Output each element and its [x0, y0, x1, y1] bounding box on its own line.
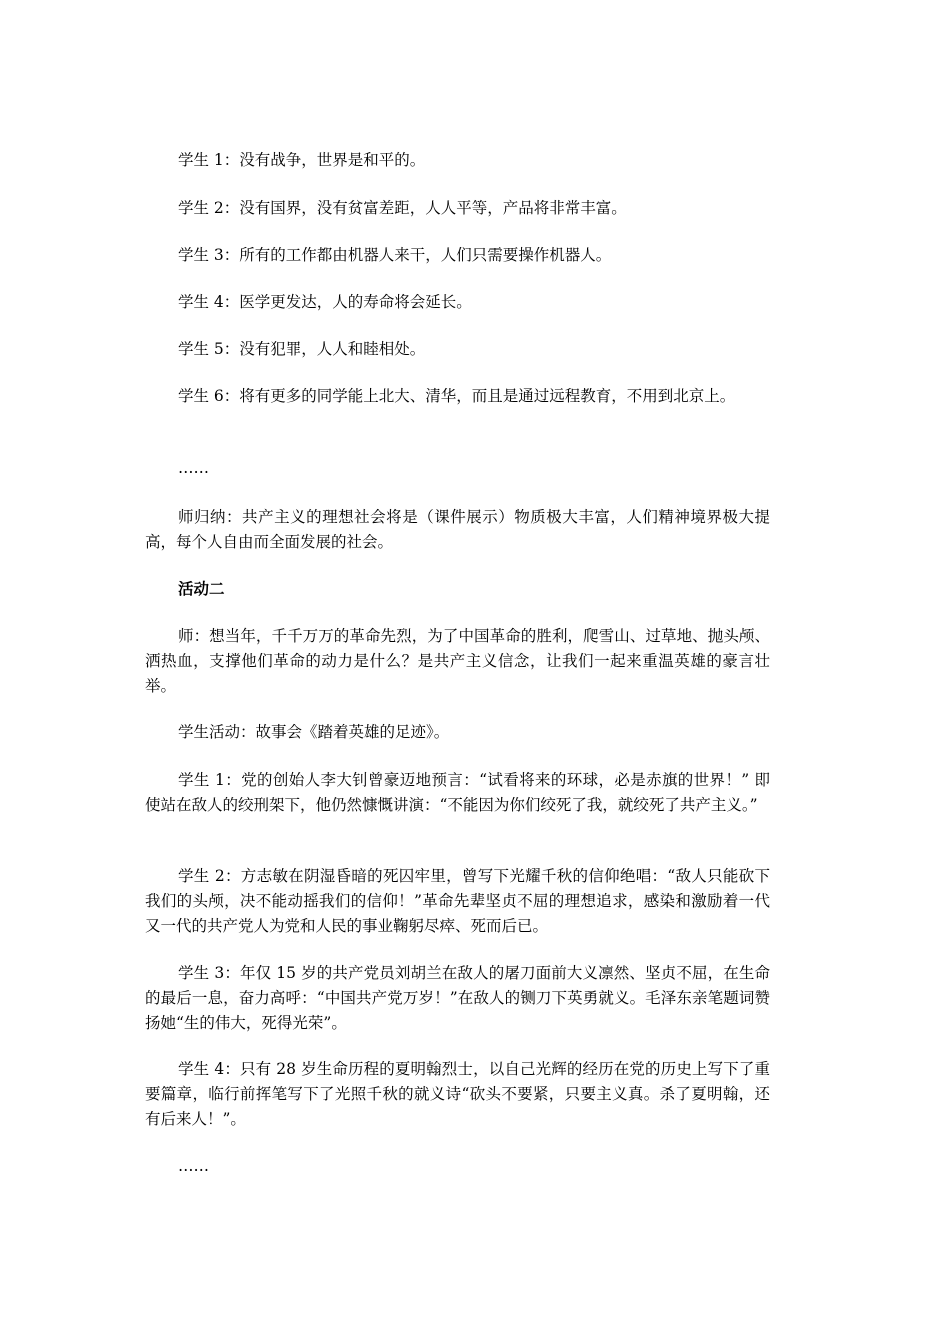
ellipsis-2: ……	[178, 1157, 209, 1175]
ellipsis-1: ……	[178, 459, 209, 477]
section-heading-activity-2: 活动二	[178, 580, 225, 598]
student-2-answer: 学生 2：没有国界，没有贫富差距，人人平等，产品将非常丰富。	[178, 199, 627, 217]
student-6-answer: 学生 6：将有更多的同学能上北大、清华，而且是通过远程教育，不用到北京上。	[178, 387, 736, 405]
student-5-answer: 学生 5：没有犯罪，人人和睦相处。	[178, 340, 426, 358]
story-student-3: 学生 3：年仅 15 岁的共产党员刘胡兰在敌人的屠刀面前大义凛然、坚贞不屈，在生命的最后一息，奋力高呼：“中国共产党万岁！”在敌人的铡刀下英勇就义。毛泽东亲笔题词赞扬她“生的伟大，死得光荣”。	[145, 964, 770, 1032]
student-4-answer: 学生 4：医学更发达，人的寿命将会延长。	[178, 293, 472, 311]
student-activity: 学生活动：故事会《踏着英雄的足迹》。	[178, 723, 450, 741]
teacher-intro: 师：想当年，千千万万的革命先烈，为了中国革命的胜利，爬雪山、过草地、抛头颅、洒热血，支撑他们革命的动力是什么？是共产主义信念，让我们一起来重温英雄的豪言壮举。	[145, 627, 770, 695]
teacher-summary: 师归纳：共产主义的理想社会将是（课件展示）物质极大丰富，人们精神境界极大提高，每个人自由而全面发展的社会。	[145, 508, 770, 551]
student-3-answer: 学生 3：所有的工作都由机器人来干，人们只需要操作机器人。	[178, 246, 612, 264]
story-student-4: 学生 4：只有 28 岁生命历程的夏明翰烈士，以自己光辉的经历在党的历史上写下了重要篇章，临行前挥笔写下了光照千秋的就义诗“砍头不要紧，只要主义真。杀了夏明翰，还有后来人！”。	[145, 1060, 770, 1128]
student-1-answer: 学生 1：没有战争，世界是和平的。	[178, 151, 426, 169]
story-student-2: 学生 2：方志敏在阴湿昏暗的死囚牢里，曾写下光耀千秋的信仰绝唱：“敌人只能砍下我们的头颅，决不能动摇我们的信仰！”革命先辈坚贞不屈的理想追求，感染和激励着一代又一代的共产党人为党和人民的事业鞠躬尽瘁、死而后已。	[145, 867, 770, 935]
story-student-1: 学生 1：党的创始人李大钊曾豪迈地预言：“试看将来的环球，必是赤旗的世界！” 即使站在敌人的绞刑架下，他仍然慷慨讲演：“不能因为你们绞死了我，就绞死了共产主义。”	[145, 771, 770, 814]
